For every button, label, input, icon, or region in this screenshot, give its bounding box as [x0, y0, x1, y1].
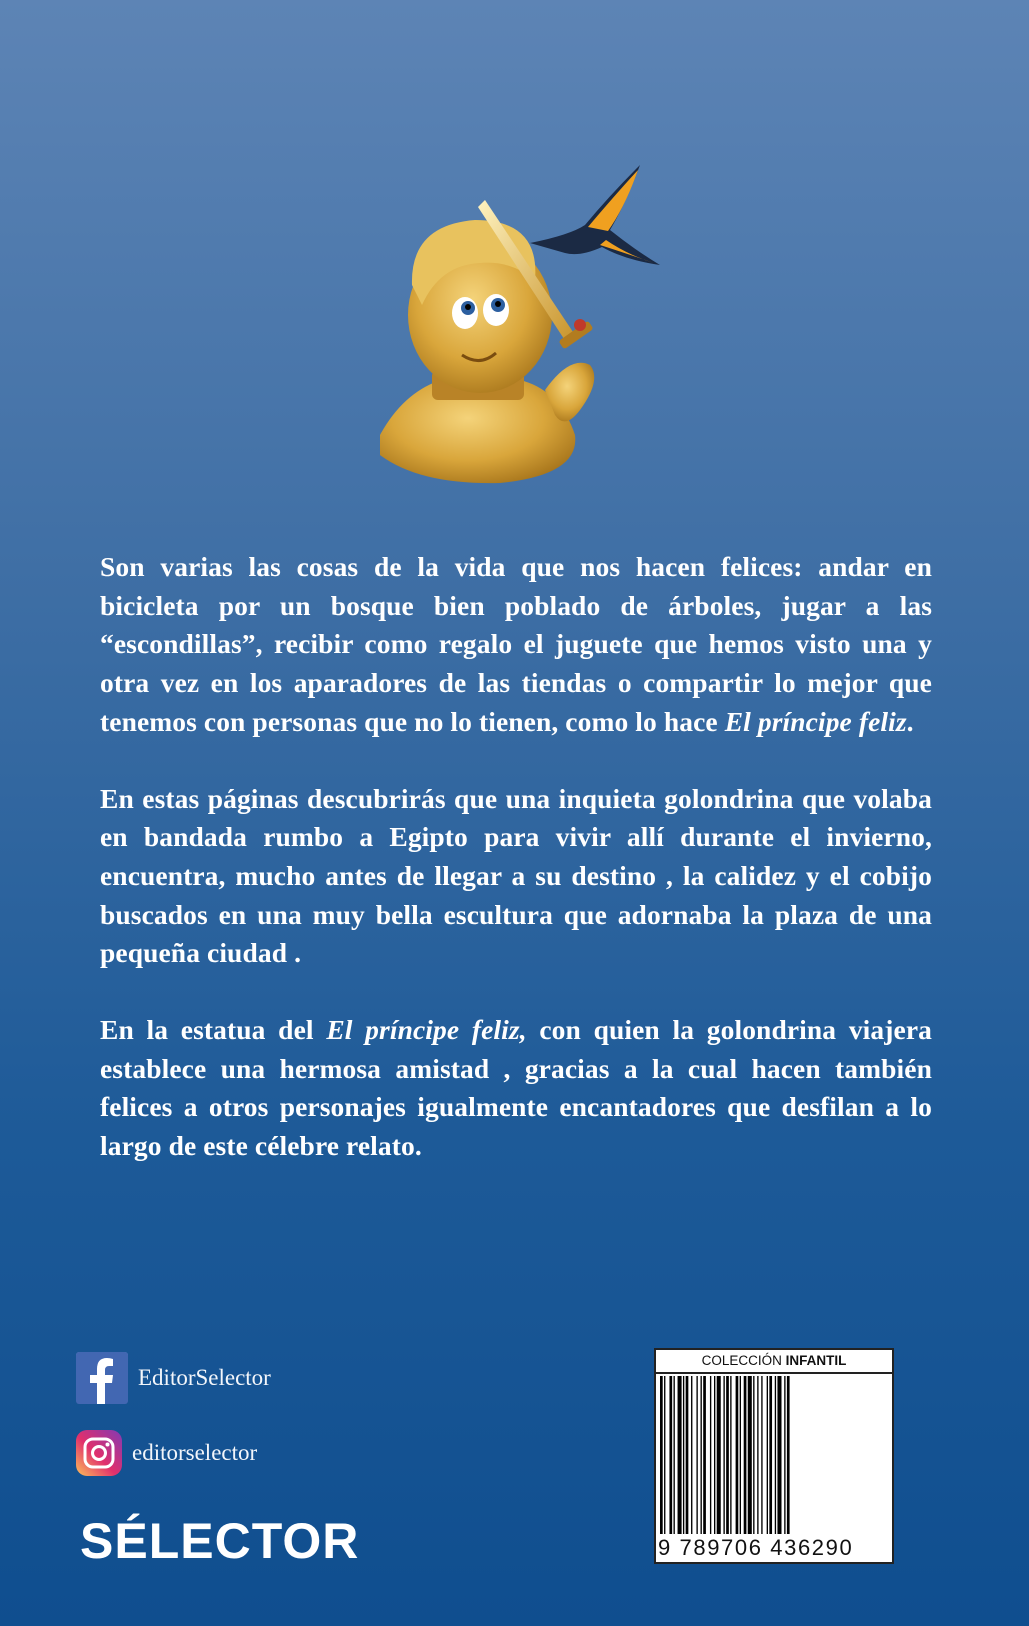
- facebook-handle: EditorSelector: [138, 1365, 271, 1390]
- instagram-link[interactable]: [76, 1430, 257, 1476]
- barcode-panel: [654, 1348, 894, 1564]
- blurb-paragraph-1: Son varias las cosas de la vida que nos hacen felices: andar en bicicleta por un bosque bien poblado de árboles, jugar a las “escondillas”, recibir como regalo el juguete que hemos visto una y otra vez en los aparadores de las tiendas o compartir lo mejor que tenemos con personas que no lo tienen, como lo hace El príncipe feliz.: [100, 551, 932, 737]
- instagram-icon: [76, 1430, 122, 1476]
- happy-prince-illustration: [370, 165, 700, 505]
- blurb-paragraph-2: En estas páginas descubrirás que una inquieta golondrina que volaba en bandada rumbo a Egipto para vivir allí durante el invierno, encuentra, mucho antes de llegar a su destino , la calidez y el cobijo buscados en una muy bella escultura que adornaba la plaza de una pequeña ciudad .: [100, 782, 932, 969]
- back-cover-blurb: [100, 548, 932, 1204]
- blurb-paragraph-3: En la estatua del El príncipe feliz, con quien la golondrina viajera establece una hermosa amistad , gracias a la cual hacen también felices a otros personajes igualmente encantadores que desfilan a lo largo de este célebre relato.: [100, 1014, 932, 1162]
- isbn-number: 9 789706 436290: [658, 1535, 854, 1560]
- collection-label: COLECCIÓN INFANTIL: [656, 1350, 892, 1374]
- isbn-barcode: [660, 1376, 886, 1534]
- facebook-icon: [76, 1352, 128, 1404]
- instagram-handle: editorselector: [132, 1440, 258, 1465]
- facebook-link[interactable]: [76, 1352, 271, 1404]
- selector-publisher-logo: SÉLECTOR: [80, 1513, 360, 1569]
